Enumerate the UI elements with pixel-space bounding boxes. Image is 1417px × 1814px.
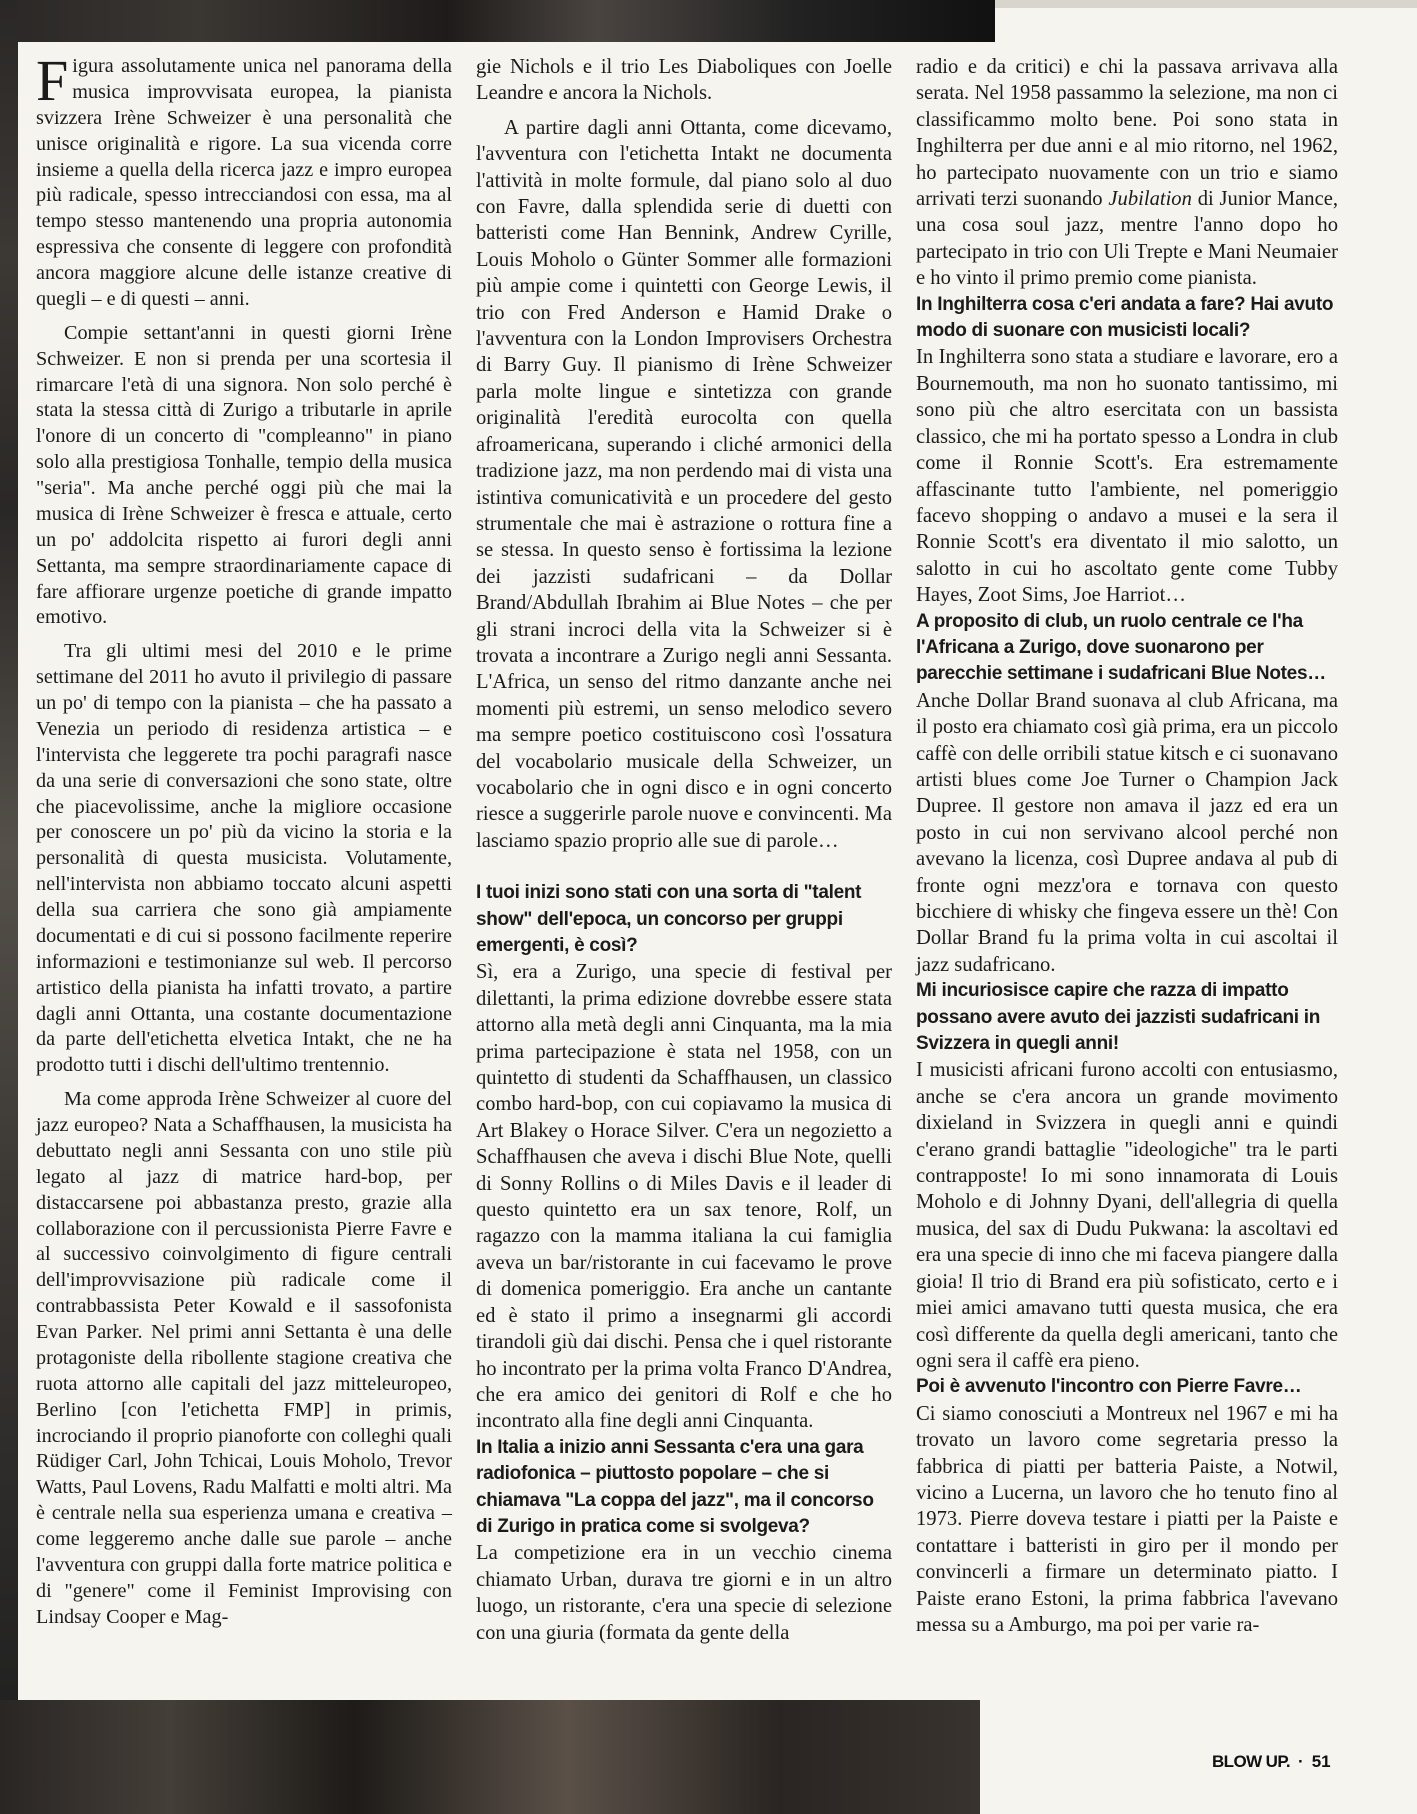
answer-text: radio e da critici) e chi la passava arrivava alla serata. Nel 1958 passammo la selezione, ma non ci classificammo molto bene. Poi sono stata in Inghilterra per due anni e al mio ritorno, nel 1962, ho partecipato nuovamente con un trio e siamo arrivati terzi suonando xyxy=(916,56,1338,211)
answer-text: di Junior Mance, una cosa soul jazz, mentre l'anno dopo ho partecipato in trio con Uli Trepte e Mani Neumaier e ho vinto il primo premio come pianista. xyxy=(916,188,1338,290)
album-title: Jubilation xyxy=(1108,188,1192,211)
intro-text: igura assolutamente unica nel panorama della musica improvvisata europea, la pianista svizzera Irène Schweizer è una personalità che unisce originalità e rigore. La sua vicenda corre insieme a quella della ricerca jazz e impro europea più radicale, spesso intrecciandosi con essa, ma al tempo stesso mantenendo una propria autonomia espressiva che consente di leggere con profondità ancora maggiore alcune delle istanze creative di quegli – e di questi – anni. xyxy=(36,55,452,310)
interview-question: In Italia a inizio anni Sessanta c'era una gara radiofonica – piuttosto popolare – che si chiamava "La coppa del jazz", ma il concorso di Zurigo in pratica come si svolgeva? xyxy=(476,1436,874,1537)
paragraph: Tra gli ultimi mesi del 2010 e le prime settimane del 2011 ho avuto il privilegio di passare un po' di tempo con la pianista – che ha passato a Venezia un periodo di residenza artistica – e l'intervista che leggerete tra pochi paragrafi nasce da una serie di conversazioni che sono state, oltre che piacevolissime, anche la migliore occasione per conoscere un po' più da vicino la storia e la personalità di questa musicista. Volutamente, nell'intervista non abbiamo toccato alcuni aspetti della sua carriera che sono già ampiamente documentati e di cui si possono facilmente reperire informazioni e testimonianze sul web. Il percorso artistico della pianista ha infatti trovato, a partire dagli anni Ottanta, una costante documentazione da parte dell'etichetta elvetica Intakt, che ne ha prodotto tutti i dischi dell'ultimo trentennio. xyxy=(36,640,452,1077)
interview-answer: Sì, era a Zurigo, una specie di festival per dilettanti, la prima edizione dovrebbe essere stata attorno alla metà degli anni Cinquanta, ma la mia prima partecipazione è stata nel 1958, con un quintetto di studenti da Schaffhausen, un classico combo hard-bop, con cui copiavamo la musica di Art Blakey o Horace Silver. C'era un negozietto a Schaffhausen che aveva i dischi Blue Note, quelli di Sonny Rollins o di Miles Davis e il leader di questo quintetto era un sax tenore, Rolf, un ragazzo con la mamma italiana la cui famiglia aveva un bar/ristorante in cui facevamo le prove di domenica pomeriggio. Era anche un cantante ed è stato il primo a insegnarmi gli accordi tirandoli giù dai dischi. Pensa che i quel ristorante ho incontrato per la prima volta Franco D'Andrea, che era amico dei genitori di Rolf e che ho incontrato alla fine degli anni Cinquanta. xyxy=(476,961,892,1433)
footer-separator: · xyxy=(1298,1752,1304,1771)
interview-question: Mi incuriosisce capire che razza di impatto possano avere avuto dei jazzisti sudafricani in Svizzera in quegli anni! xyxy=(916,980,1321,1055)
article-column-2 xyxy=(476,54,892,1646)
photo-strip-left xyxy=(0,0,18,1700)
interview-question: I tuoi inizi sono stati con una sorta di "talent show" dell'epoca, un concorso per gruppi emergenti, è così? xyxy=(476,882,862,956)
interview-question: A proposito di club, un ruolo centrale ce l'ha l'Africana a Zurigo, dove suonarono per parecchie settimane i sudafricani Blue Notes… xyxy=(916,610,1326,685)
interview-answer: In Inghilterra sono stata a studiare e lavorare, ero a Bournemouth, ma non ho suonato tantissimo, mi sono più che altro esercitata con un bassista classico, che mi ha portato spesso a Londra in club come il Ronnie Scott's. Era estremamente affascinante tutto l'ambiente, nel pomeriggio facevo shopping o andavo a musei e la sera il Ronnie Scott's era diventato il mio salotto, un salotto in cui ho ascoltato gente come Tubby Hayes, Zoot Sims, Joe Harriot… xyxy=(916,346,1338,607)
paragraph: A partire dagli anni Ottanta, come dicevamo, l'avventura con l'etichetta Intakt ne documenta l'attività in molte formule, dal piano solo al duo con Favre, dalla splendida serie di duetti con batteristi come Han Bennink, Andrew Cyrille, Louis Moholo o Günter Sommer alle formazioni più ampie come i quintetti con George Lewis, il trio con Fred Anderson e Hamid Drake o l'avventura con la London Improvisers Orchestra di Barry Guy. Il pianismo di Irène Schweizer parla molte lingue e sintetizza con grande originalità l'eredità eurocolta con quella afroamericana, superando i cliché armonici della tradizione jazz, ma non perdendo mai di vista una istintiva comunicatività e un procedere del gesto strumentale che mai è astrazione o rottura fine a se stessa. In questo senso è fortissima la lezione dei jazzisti sudafricani – da Dollar Brand/Abdullah Ibrahim ai Blue Notes – che per gli strani incroci della vita la Schweizer si è trovata a incontrare a Zurigo negli anni Sessanta. L'Africa, un senso del ritmo danzante anche nei momenti più estremi, un senso melodico severo ma sempre poetico costituiscono così l'ossatura del vocabolario musicale della Schweizer, un vocabolario che in ogni disco e in ogni concerto riesce a suggerirle parole nuove e convincenti. Ma lasciamo spazio proprio alle sue di parole… xyxy=(476,116,892,852)
interview-answer: La competizione era in un vecchio cinema chiamato Urban, durava tre giorni e in un altro luogo, un ristorante, c'era una specie di selezione con una giuria (formata da gente della xyxy=(476,1542,892,1644)
photo-strip-top xyxy=(0,0,995,42)
paragraph: Ma come approda Irène Schweizer al cuore del jazz europeo? Nata a Schaffhausen, la musicista ha debuttato negli anni Sessanta con uno stile più legato al jazz di matrice hard-bop, per distaccarsene poi abbastanza presto, grazie alla collaborazione con il percussionista Pierre Favre e al successivo coinvolgimento di figure centrali dell'improvvisazione più radicale come il contrabbassista Peter Kowald e il sassofonista Evan Parker. Nel primi anni Settanta è una delle protagoniste della ribollente stagione creativa che ruota attorno alle capitali del jazz mitteleuropeo, Berlino [con l'etichetta FMP] in primis, incrociando il proprio pianoforte con colleghi quali Rüdiger Carl, John Tchicai, Louis Moholo, Trevor Watts, Paul Lovens, Radu Malfatti e molti altri. Ma è centrale nella sua esperienza umana e creativa – come leggeremo anche dalle sue parole – anche l'avventura con gruppi dalla forte matrice politica e di "genere" come il Feminist Improvising con Lindsay Cooper e Mag- xyxy=(36,1088,452,1628)
interview-answer: I musicisti africani furono accolti con entusiasmo, anche se c'era ancora un grande movimento dixieland in Svizzera in quegli anni e quindi c'erano grandi battaglie "ideologiche" tra le parti contrapposte! Io mi sono innamorata di Louis Moholo e di Johnny Dyani, dell'allegria di quella musica, del sax di Dudu Pukwana: la ascoltavi ed era una specie di inno che mi faceva piangere dalla gioia! Il trio di Brand era più sofisticato, certo e i miei amici amavano tutti questa musica, che era così differente da quella degli americani, tanto che ogni sera il caffè era pieno. xyxy=(916,1059,1338,1372)
page-footer xyxy=(1212,1752,1362,1772)
interview-question: In Inghilterra cosa c'eri andata a fare? Hai avuto modo di suonare con musicisti locali? xyxy=(916,293,1334,342)
interview-answer xyxy=(916,54,1338,292)
page-edge-top xyxy=(995,0,1417,8)
magazine-name: BLOW UP. xyxy=(1212,1752,1291,1771)
article-column-1 xyxy=(36,48,452,1631)
article-column-3 xyxy=(916,54,1338,1638)
paragraph: Compie settant'anni in questi giorni Irène Schweizer. E non si prenda per una scortesia il rimarcare l'età di una signora. Non solo perché è stata la stessa città di Zurigo a tributarle in aprile l'onore di un concerto di "compleanno" in piano solo alla prestigiosa Tonhalle, tempio della musica "seria". Ma anche perché oggi più che mai la musica di Irène Schweizer è fresca e attuale, certo un po' addolcita rispetto ai furori degli anni Settanta, ma sempre straordinariamente capace di fare affiorare urgenze poetiche di grande impatto emotivo. xyxy=(36,321,452,629)
page-number: 51 xyxy=(1311,1752,1331,1771)
interview-question: Poi è avvenuto l'incontro con Pierre Favre… xyxy=(916,1376,1302,1398)
drop-cap: F xyxy=(36,48,69,113)
intro-paragraph xyxy=(36,48,452,313)
interview-answer: Ci siamo conosciuti a Montreux nel 1967 e mi ha trovato un lavoro come segretaria presso la fabbrica di piatti per batteria Paiste, a Notwil, vicino a Lucerna, un lavoro che ho tenuto fino al 1973. Pierre doveva testare i piatti per la Paiste e contattare i batteristi in giro per il mondo per convincerli a firmare un determinato piatto. I Paiste erano Estoni, la prima fabbrica l'avevano messa su a Amburgo, ma poi per varie ra- xyxy=(916,1402,1338,1636)
interview-answer: Anche Dollar Brand suonava al club Africana, ma il posto era chiamato così già prima, era un piccolo caffè con delle orribili statue kitsch e ci suonavano artisti blues come Joe Turner o Champion Jack Dupree. Il gestore non amava il jazz ed era un posto in cui non servivano alcool perché non avevano la licenza, così Dupree andava al pub di fronte ogni mezz'ora e tornava con questo bicchiere di whisky che fingeva essere un thè! Con Dollar Brand fu la prima volta in cui ascoltai il jazz sudafricano. xyxy=(916,689,1338,976)
paragraph: gie Nichols e il trio Les Diaboliques con Joelle Leandre e ancora la Nichols. xyxy=(476,56,892,105)
